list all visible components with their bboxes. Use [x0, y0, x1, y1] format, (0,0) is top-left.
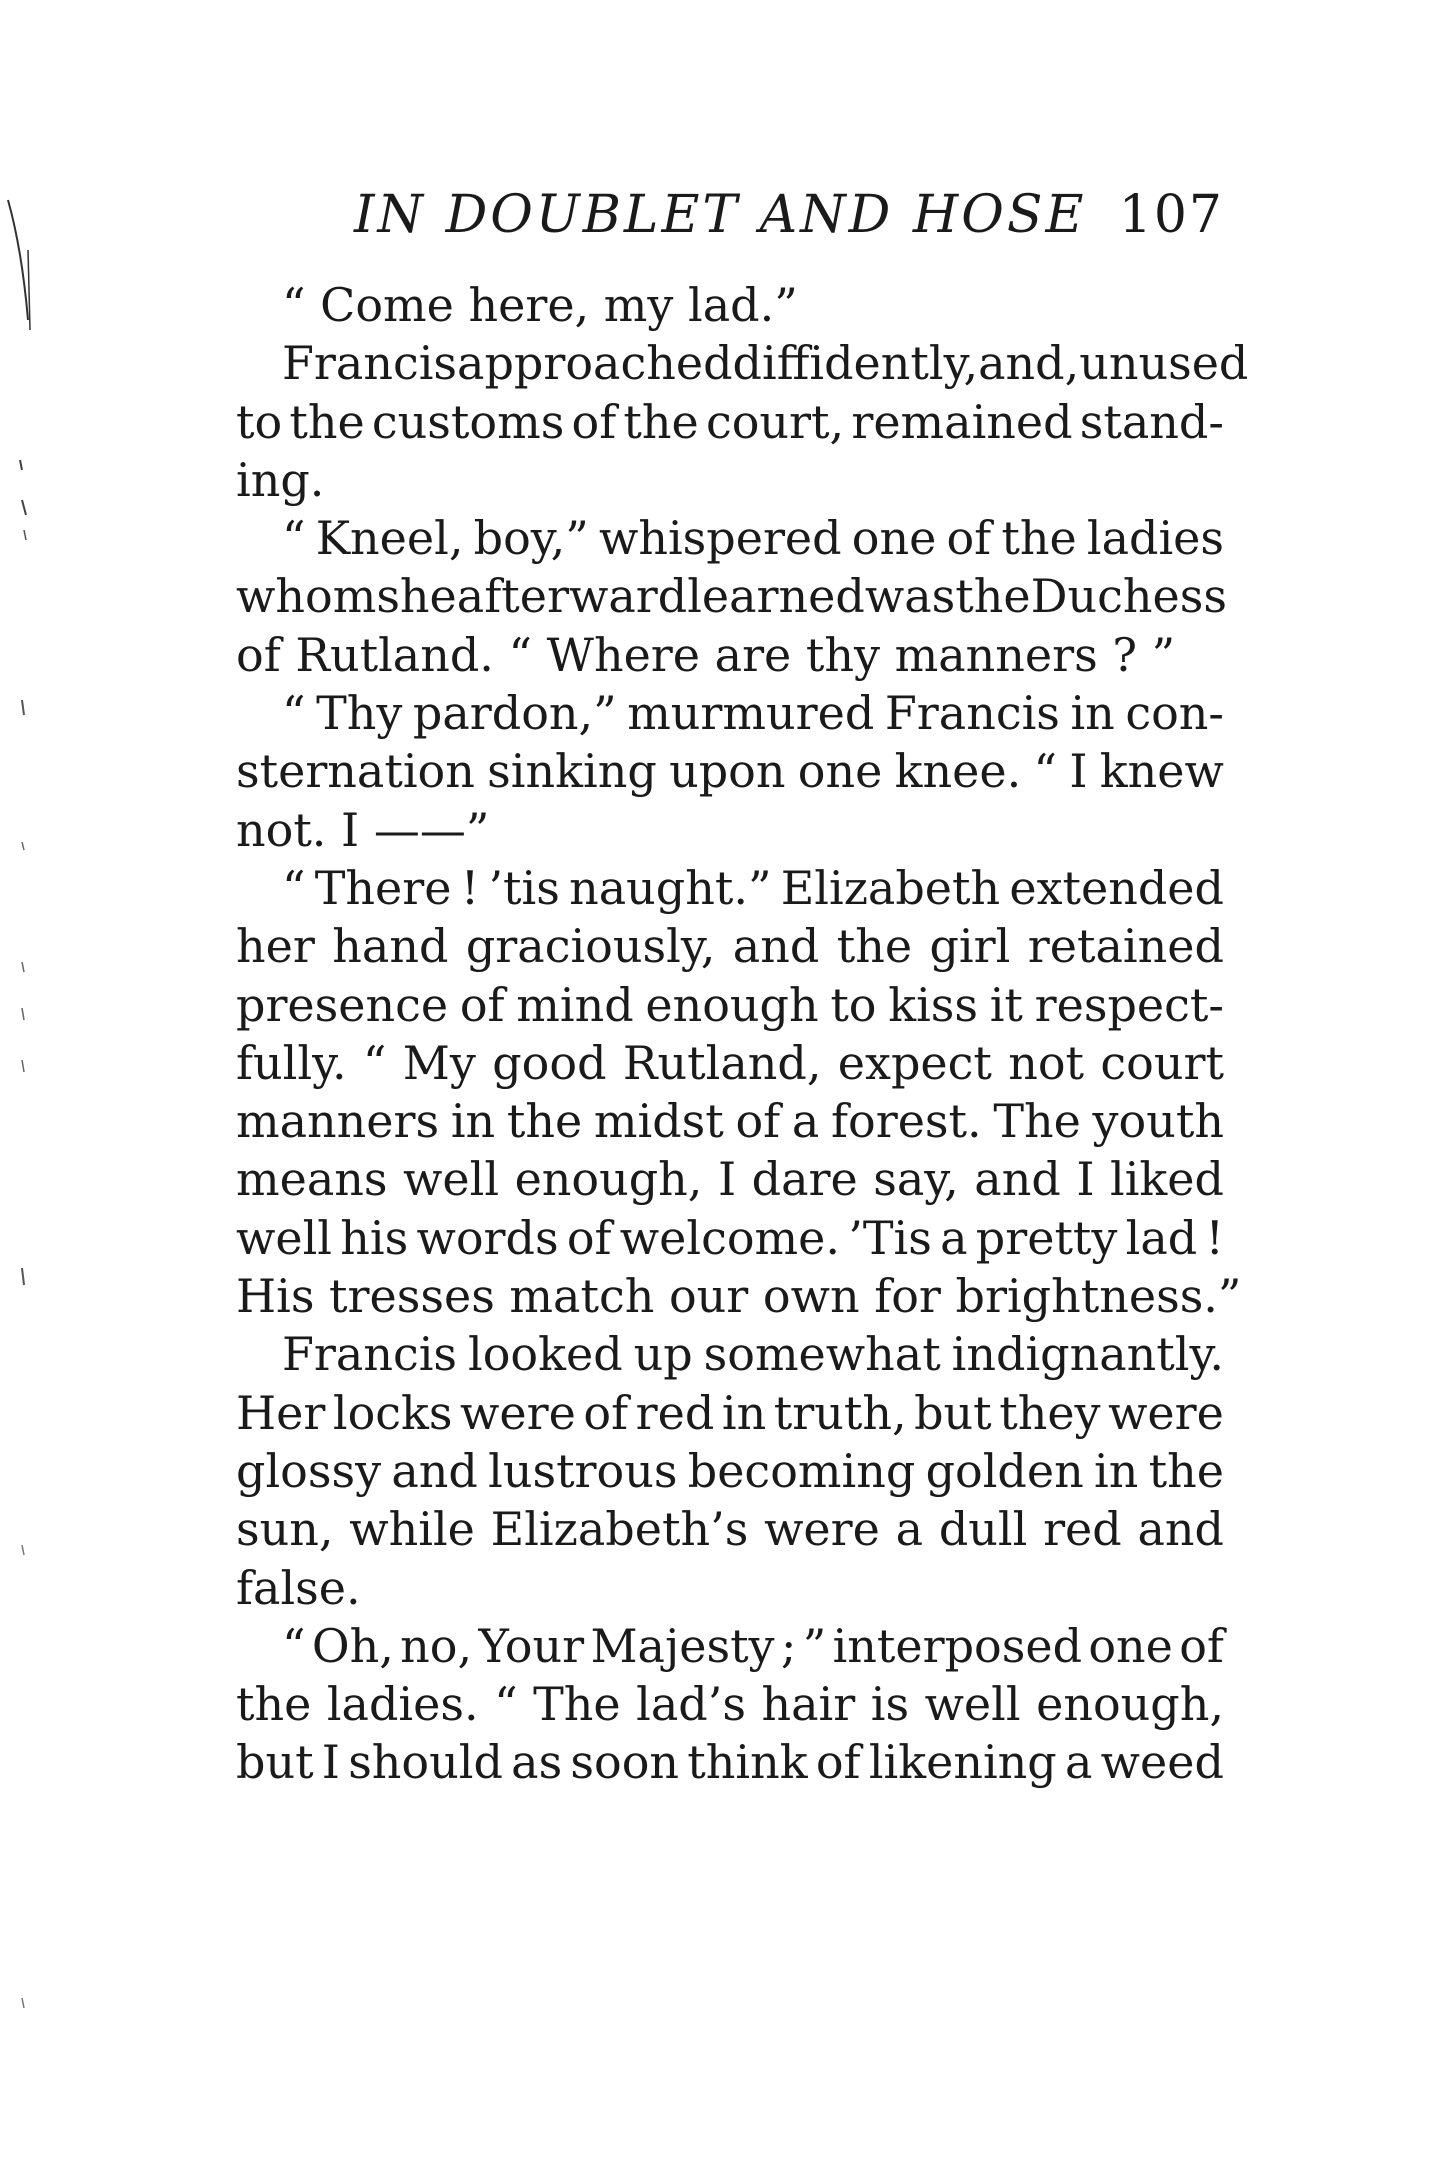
text-line: the ladies. “ The lad’s hair is well enough, — [236, 1677, 1224, 1732]
text-line: her hand graciously, and the girl retained — [236, 919, 1224, 974]
text-line: whom she afterward learned was the Duchess — [236, 569, 1227, 624]
text-line: “ Come here, my lad.” — [282, 278, 798, 332]
text-line: well his words of welcome. ’Tis a pretty lad ! — [236, 1210, 1224, 1265]
gutter-shadow-marks — [0, 0, 60, 2169]
text-line: “ Oh, no, Your Majesty ; ” interposed one of — [282, 1618, 1224, 1673]
text-line: His tresses match our own for brightness.” — [236, 1269, 1242, 1324]
text-line: glossy and lustrous becoming golden in the — [236, 1443, 1224, 1498]
text-line: ing. — [236, 452, 325, 507]
running-head: IN DOUBLET AND HOSE — [354, 185, 1087, 245]
text-line: presence of mind enough to kiss it respect- — [236, 977, 1224, 1032]
page-header — [354, 180, 1224, 250]
text-line: but I should as soon think of likening a weed — [236, 1735, 1224, 1790]
text-line: not. I ——” — [236, 802, 490, 857]
text-line: Her locks were of red in truth, but they were — [236, 1385, 1224, 1440]
body-text — [236, 276, 1249, 1792]
text-line: means well enough, I dare say, and I liked — [236, 1152, 1224, 1207]
text-line: Francis approached diffidently, and, unused — [282, 336, 1249, 391]
text-line: of Rutland. “ Where are thy manners ? ” — [236, 627, 1176, 682]
text-line: “ Kneel, boy,” whispered one of the ladies — [282, 511, 1224, 566]
page-number: 107 — [1118, 185, 1224, 245]
text-line: to the customs of the court, remained stand- — [236, 394, 1224, 449]
text-line: sternation sinking upon one knee. “ I knew — [236, 744, 1224, 799]
text-line: manners in the midst of a forest. The youth — [236, 1094, 1224, 1149]
text-line: “ There ! ’tis naught.” Elizabeth extended — [282, 860, 1224, 915]
text-line: false. — [236, 1560, 361, 1615]
text-line: “ Thy pardon,” murmured Francis in con- — [282, 686, 1224, 741]
text-line: Francis looked up somewhat indignantly. — [282, 1327, 1224, 1382]
text-line: sun, while Elizabeth’s were a dull red and — [236, 1502, 1224, 1557]
text-line: fully. “ My good Rutland, expect not court — [236, 1035, 1224, 1090]
